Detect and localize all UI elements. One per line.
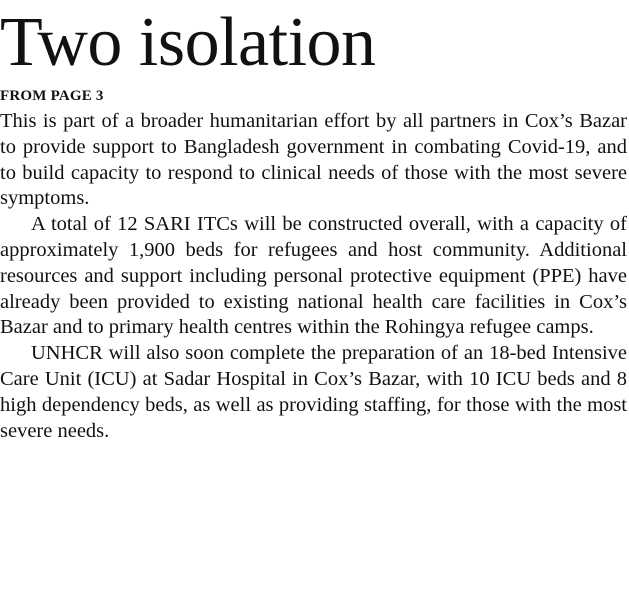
headline: Two isolation xyxy=(0,4,376,81)
paragraph: This is part of a broader humanitarian effort by all partners in Cox’s Bazar to provide support to Bangladesh government in combating Covid-19, and to build capacity to respond to clinical needs of those with the most severe symptoms. xyxy=(0,110,627,210)
paragraph: A total of 12 SARI ITCs will be constructed overall, with a capacity of approximately 1,900 beds for refugees and host community. Additional resources and support including personal protective equipment (PPE) have already been provided to existing national health care facilities in Cox’s Bazar and to primary health centres within the Rohingya refugee camps. xyxy=(0,213,627,339)
paragraph: UNHCR will also soon complete the preparation of an 18-bed Intensive Care Unit (ICU) at Sadar Hospital in Cox’s Bazar, with 10 ICU beds and 8 high dependency beds, as well as providing staffing, for those with the most severe needs. xyxy=(0,342,627,442)
article-body xyxy=(0,109,627,444)
continued-from-label: FROM PAGE 3 xyxy=(0,88,104,104)
